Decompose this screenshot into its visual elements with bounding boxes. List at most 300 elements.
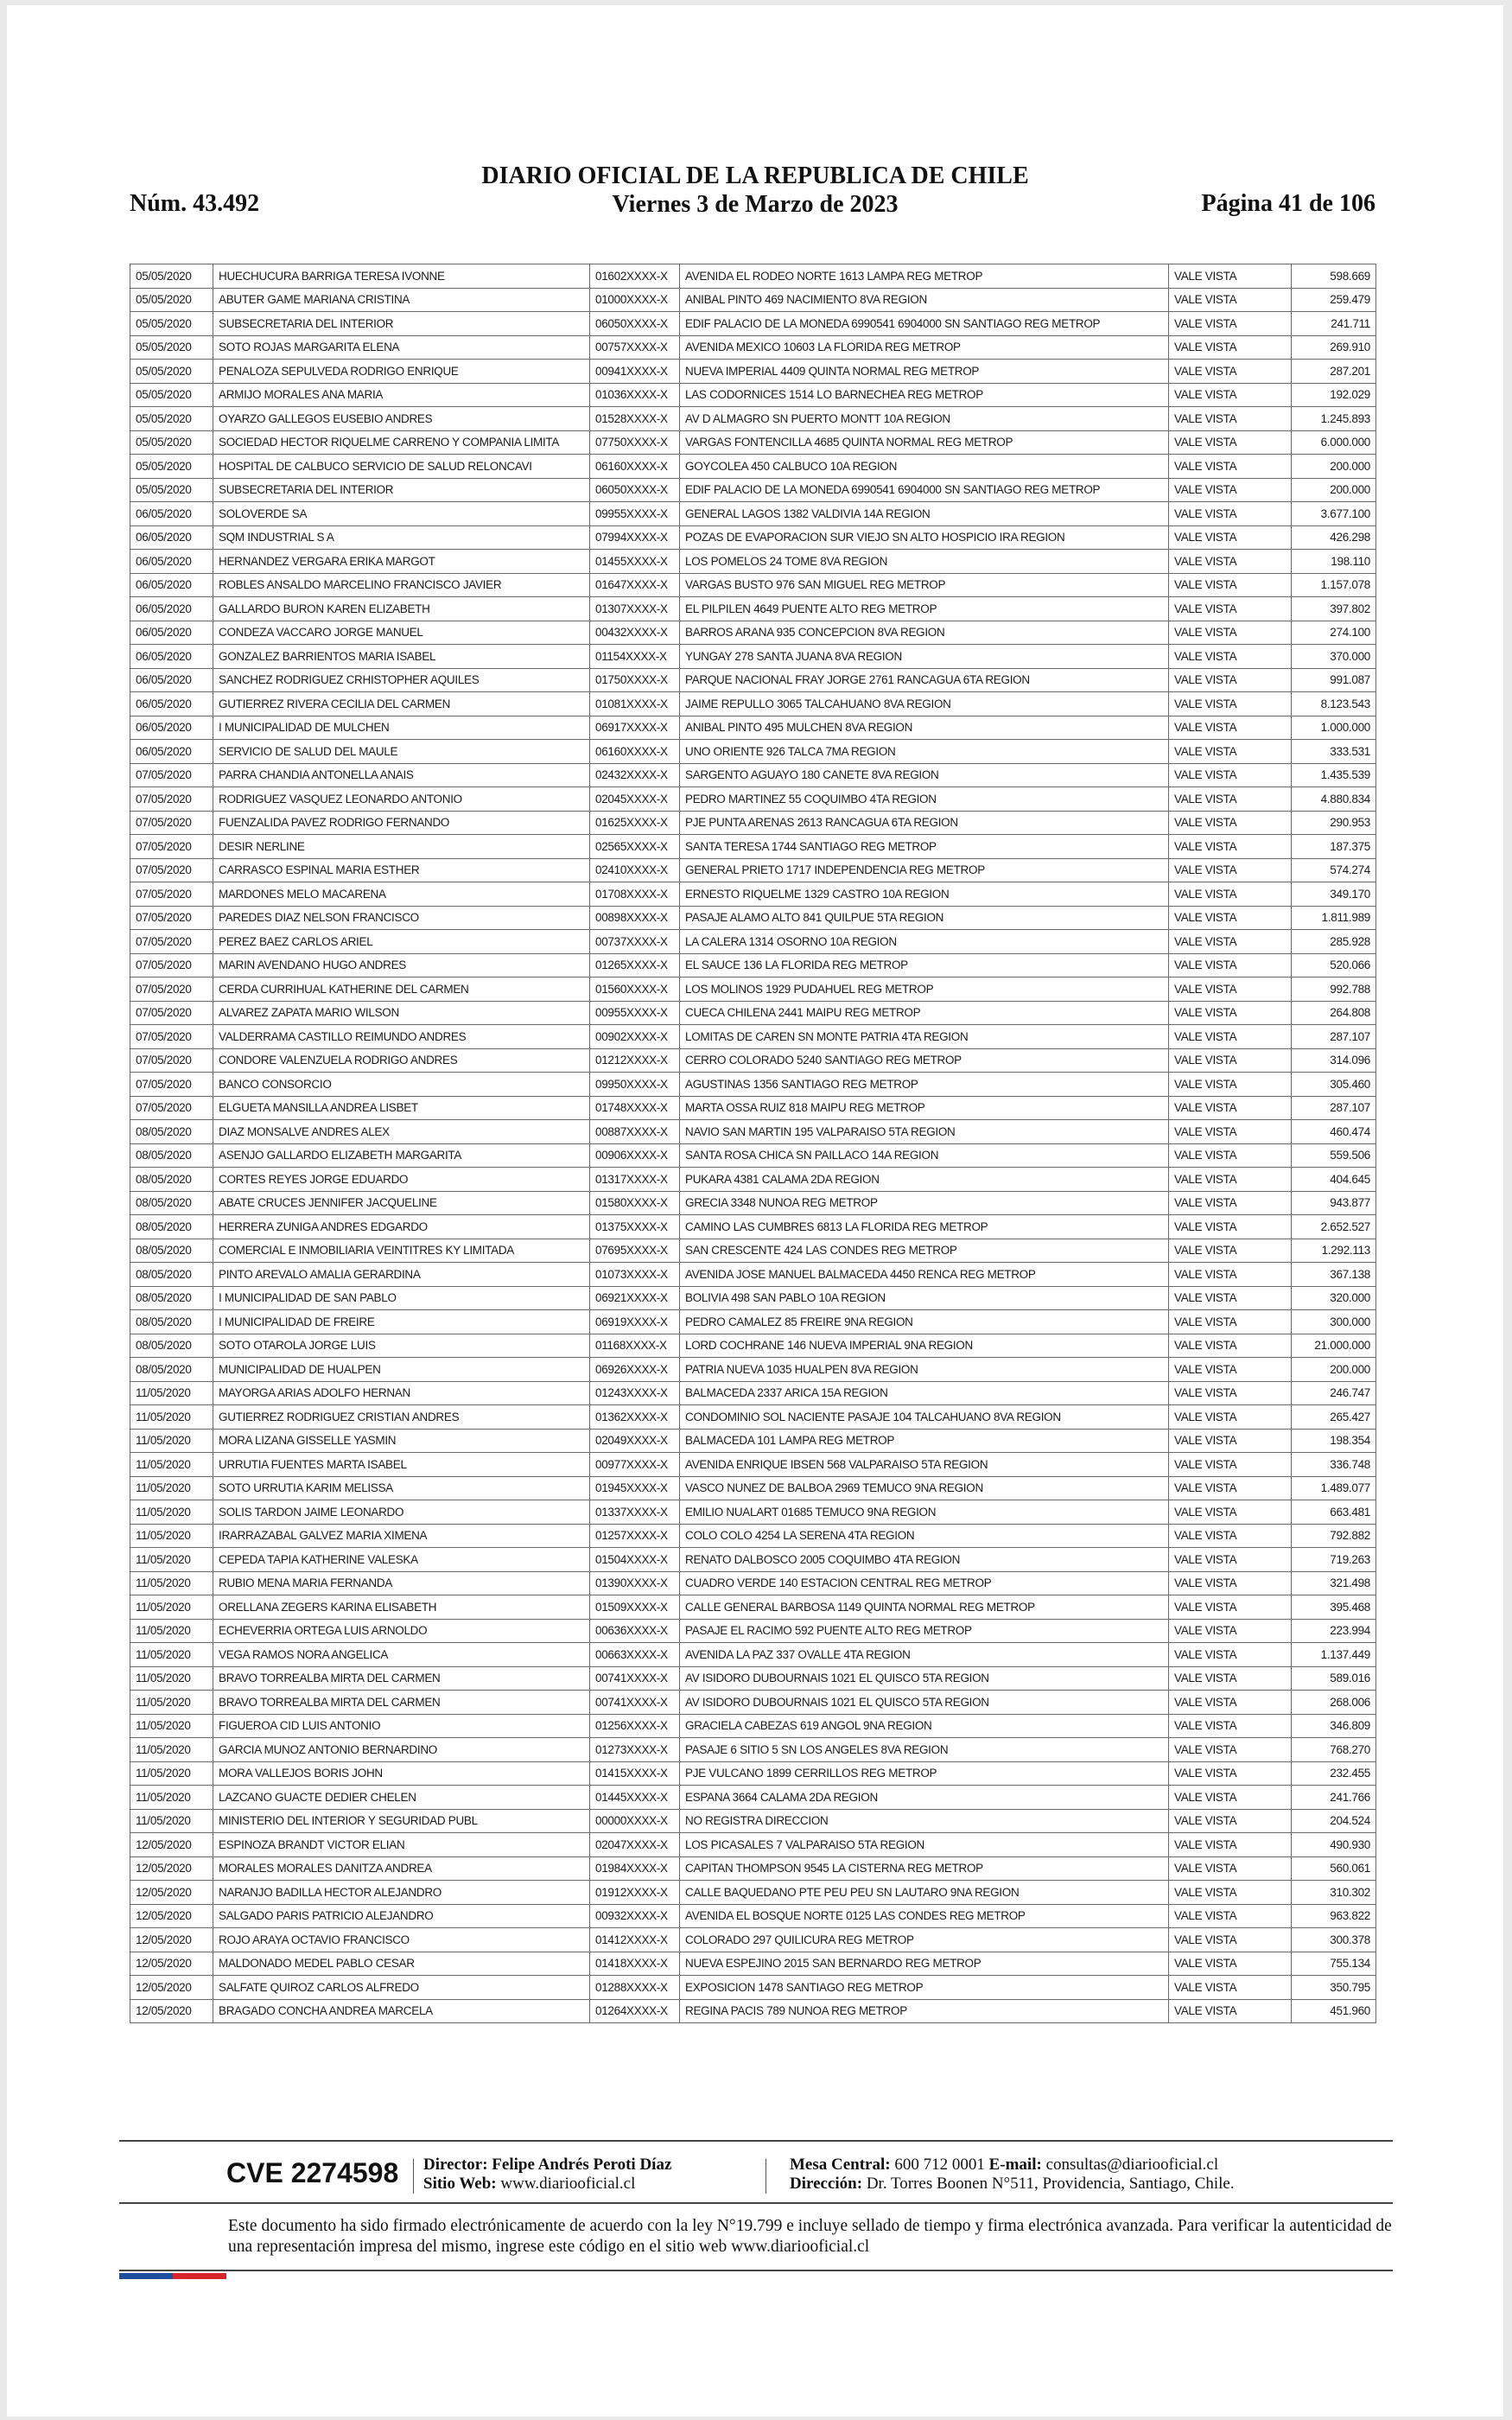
name-cell: ECHEVERRIA ORTEGA LUIS ARNOLDO xyxy=(213,1619,590,1643)
address-cell: GOYCOLEA 450 CALBUCO 10A REGION xyxy=(680,455,1169,479)
payment-type-cell: VALE VISTA xyxy=(1169,621,1292,645)
name-cell: HERNANDEZ VERGARA ERIKA MARGOT xyxy=(213,550,590,574)
table-row xyxy=(130,1073,1376,1097)
amount-cell: 598.669 xyxy=(1292,264,1376,289)
table-row xyxy=(130,621,1376,645)
amount-cell: 200.000 xyxy=(1292,1358,1376,1382)
amount-cell: 290.953 xyxy=(1292,811,1376,835)
payment-type-cell: VALE VISTA xyxy=(1169,597,1292,621)
date-cell: 05/05/2020 xyxy=(130,264,213,289)
date-cell: 07/05/2020 xyxy=(130,1001,213,1025)
address-cell: LORD COCHRANE 146 NUEVA IMPERIAL 9NA REGION xyxy=(680,1334,1169,1358)
payment-type-cell: VALE VISTA xyxy=(1169,1001,1292,1025)
rut-cell: 01509XXXX-X xyxy=(590,1595,680,1620)
payment-type-cell: VALE VISTA xyxy=(1169,740,1292,764)
payment-type-cell: VALE VISTA xyxy=(1169,953,1292,978)
table-row xyxy=(130,811,1376,835)
amount-cell: 333.531 xyxy=(1292,740,1376,764)
name-cell: SOTO ROJAS MARGARITA ELENA xyxy=(213,335,590,360)
date-cell: 06/05/2020 xyxy=(130,525,213,550)
date-cell: 07/05/2020 xyxy=(130,858,213,882)
amount-cell: 3.677.100 xyxy=(1292,502,1376,526)
table-row xyxy=(130,1048,1376,1073)
address-cell: RENATO DALBOSCO 2005 COQUIMBO 4TA REGION xyxy=(680,1548,1169,1572)
rut-cell: 01273XXXX-X xyxy=(590,1738,680,1762)
table-row xyxy=(130,550,1376,574)
footer-info-row xyxy=(119,2142,1393,2202)
table-row xyxy=(130,1904,1376,1928)
name-cell: SUBSECRETARIA DEL INTERIOR xyxy=(213,478,590,502)
rut-cell: 09955XXXX-X xyxy=(590,502,680,526)
name-cell: BRAVO TORREALBA MIRTA DEL CARMEN xyxy=(213,1691,590,1715)
date-cell: 05/05/2020 xyxy=(130,407,213,431)
amount-cell: 397.802 xyxy=(1292,597,1376,621)
date-cell: 05/05/2020 xyxy=(130,360,213,384)
name-cell: GALLARDO BURON KAREN ELIZABETH xyxy=(213,597,590,621)
address-cell: REGINA PACIS 789 NUNOA REG METROP xyxy=(680,1999,1169,2023)
address-cell: EDIF PALACIO DE LA MONEDA 6990541 6904000 SN SANTIAGO REG METROP xyxy=(680,478,1169,502)
address-cell: AV ISIDORO DUBOURNAIS 1021 EL QUISCO 5TA REGION xyxy=(680,1666,1169,1691)
newspaper-title: DIARIO OFICIAL DE LA REPUBLICA DE CHILE xyxy=(481,162,1029,189)
issue-date: Viernes 3 de Marzo de 2023 xyxy=(612,191,899,218)
name-cell: GARCIA MUNOZ ANTONIO BERNARDINO xyxy=(213,1738,590,1762)
date-cell: 08/05/2020 xyxy=(130,1143,213,1168)
rut-cell: 01264XXXX-X xyxy=(590,1999,680,2023)
name-cell: GUTIERREZ RODRIGUEZ CRISTIAN ANDRES xyxy=(213,1405,590,1430)
payment-type-cell: VALE VISTA xyxy=(1169,1595,1292,1620)
date-cell: 11/05/2020 xyxy=(130,1714,213,1738)
amount-cell: 259.479 xyxy=(1292,288,1376,312)
rut-cell: 02047XXXX-X xyxy=(590,1833,680,1857)
amount-cell: 768.270 xyxy=(1292,1738,1376,1762)
name-cell: ROBLES ANSALDO MARCELINO FRANCISCO JAVIER xyxy=(213,573,590,597)
amount-cell: 6.000.000 xyxy=(1292,430,1376,455)
date-cell: 07/05/2020 xyxy=(130,835,213,859)
address-cell: CALLE GENERAL BARBOSA 1149 QUINTA NORMAL REG METROP xyxy=(680,1595,1169,1620)
rut-cell: 07695XXXX-X xyxy=(590,1239,680,1263)
address-cell: YUNGAY 278 SANTA JUANA 8VA REGION xyxy=(680,645,1169,669)
payment-type-cell: VALE VISTA xyxy=(1169,645,1292,669)
address-cell: ANIBAL PINTO 469 NACIMIENTO 8VA REGION xyxy=(680,288,1169,312)
amount-cell: 574.274 xyxy=(1292,858,1376,882)
address-cell: AV D ALMAGRO SN PUERTO MONTT 10A REGION xyxy=(680,407,1169,431)
amount-cell: 346.809 xyxy=(1292,1714,1376,1738)
payments-table xyxy=(130,264,1376,2023)
address-cell: PJE VULCANO 1899 CERRILLOS REG METROP xyxy=(680,1761,1169,1786)
date-cell: 12/05/2020 xyxy=(130,1952,213,1976)
payment-type-cell: VALE VISTA xyxy=(1169,668,1292,692)
amount-cell: 4.880.834 xyxy=(1292,787,1376,812)
table-row xyxy=(130,1334,1376,1358)
rut-cell: 06050XXXX-X xyxy=(590,478,680,502)
rut-cell: 01708XXXX-X xyxy=(590,882,680,907)
name-cell: RODRIGUEZ VASQUEZ LEONARDO ANTONIO xyxy=(213,787,590,812)
table-row xyxy=(130,1666,1376,1691)
payment-type-cell: VALE VISTA xyxy=(1169,455,1292,479)
amount-cell: 264.808 xyxy=(1292,1001,1376,1025)
rut-cell: 01081XXXX-X xyxy=(590,692,680,716)
address-cell: COLORADO 297 QUILICURA REG METROP xyxy=(680,1928,1169,1952)
payment-type-cell: VALE VISTA xyxy=(1169,1334,1292,1358)
payment-type-cell: VALE VISTA xyxy=(1169,1310,1292,1334)
address-cell: VASCO NUNEZ DE BALBOA 2969 TEMUCO 9NA REGION xyxy=(680,1476,1169,1500)
date-cell: 11/05/2020 xyxy=(130,1405,213,1430)
payment-type-cell: VALE VISTA xyxy=(1169,1381,1292,1405)
payment-type-cell: VALE VISTA xyxy=(1169,692,1292,716)
date-cell: 08/05/2020 xyxy=(130,1286,213,1310)
address-cell: CALLE BAQUEDANO PTE PEU PEU SN LAUTARO 9NA REGION xyxy=(680,1881,1169,1905)
date-cell: 11/05/2020 xyxy=(130,1524,213,1548)
table-row xyxy=(130,1143,1376,1168)
payment-type-cell: VALE VISTA xyxy=(1169,1691,1292,1715)
date-cell: 05/05/2020 xyxy=(130,383,213,407)
name-cell: MORA VALLEJOS BORIS JOHN xyxy=(213,1761,590,1786)
address-cell: NO REGISTRA DIRECCION xyxy=(680,1809,1169,1833)
payment-type-cell: VALE VISTA xyxy=(1169,1405,1292,1430)
footer-bottom-rule xyxy=(119,2270,1393,2271)
payment-type-cell: VALE VISTA xyxy=(1169,335,1292,360)
name-cell: SALGADO PARIS PATRICIO ALEJANDRO xyxy=(213,1904,590,1928)
table-row xyxy=(130,312,1376,336)
name-cell: ASENJO GALLARDO ELIZABETH MARGARITA xyxy=(213,1143,590,1168)
date-cell: 08/05/2020 xyxy=(130,1120,213,1144)
date-cell: 11/05/2020 xyxy=(130,1809,213,1833)
address-cell: LOMITAS DE CAREN SN MONTE PATRIA 4TA REGION xyxy=(680,1025,1169,1049)
date-cell: 07/05/2020 xyxy=(130,1025,213,1049)
name-cell: ARMIJO MORALES ANA MARIA xyxy=(213,383,590,407)
name-cell: CARRASCO ESPINAL MARIA ESTHER xyxy=(213,858,590,882)
amount-cell: 1.157.078 xyxy=(1292,573,1376,597)
name-cell: ROJO ARAYA OCTAVIO FRANCISCO xyxy=(213,1928,590,1952)
table-row xyxy=(130,1571,1376,1595)
rut-cell: 01288XXXX-X xyxy=(590,1976,680,2000)
address-cell: GENERAL LAGOS 1382 VALDIVIA 14A REGION xyxy=(680,502,1169,526)
amount-cell: 8.123.543 xyxy=(1292,692,1376,716)
address-cell: PASAJE EL RACIMO 592 PUENTE ALTO REG METROP xyxy=(680,1619,1169,1643)
date-cell: 05/05/2020 xyxy=(130,455,213,479)
payment-type-cell: VALE VISTA xyxy=(1169,1738,1292,1762)
table-row xyxy=(130,1025,1376,1049)
address-cell: COLO COLO 4254 LA SERENA 4TA REGION xyxy=(680,1524,1169,1548)
name-cell: IRARRAZABAL GALVEZ MARIA XIMENA xyxy=(213,1524,590,1548)
table-row xyxy=(130,1548,1376,1572)
table-row xyxy=(130,1476,1376,1500)
date-cell: 12/05/2020 xyxy=(130,1928,213,1952)
table-row xyxy=(130,1952,1376,1976)
rut-cell: 00757XXXX-X xyxy=(590,335,680,360)
address-cell: EL SAUCE 136 LA FLORIDA REG METROP xyxy=(680,953,1169,978)
name-cell: FUENZALIDA PAVEZ RODRIGO FERNANDO xyxy=(213,811,590,835)
amount-cell: 246.747 xyxy=(1292,1381,1376,1405)
address-cell: CUADRO VERDE 140 ESTACION CENTRAL REG METROP xyxy=(680,1571,1169,1595)
date-cell: 12/05/2020 xyxy=(130,1999,213,2023)
amount-cell: 460.474 xyxy=(1292,1120,1376,1144)
payment-type-cell: VALE VISTA xyxy=(1169,1073,1292,1097)
payment-type-cell: VALE VISTA xyxy=(1169,1619,1292,1643)
table-row xyxy=(130,1168,1376,1192)
website-link[interactable]: www.diariooficial.cl xyxy=(500,2175,636,2193)
payment-type-cell: VALE VISTA xyxy=(1169,1215,1292,1239)
rut-cell: 00737XXXX-X xyxy=(590,930,680,954)
name-cell: SANCHEZ RODRIGUEZ CRHISTOPHER AQUILES xyxy=(213,668,590,692)
table-row xyxy=(130,1524,1376,1548)
rut-cell: 01362XXXX-X xyxy=(590,1405,680,1430)
date-cell: 05/05/2020 xyxy=(130,478,213,502)
name-cell: DIAZ MONSALVE ANDRES ALEX xyxy=(213,1120,590,1144)
name-cell: MORALES MORALES DANITZA ANDREA xyxy=(213,1856,590,1881)
name-cell: SOCIEDAD HECTOR RIQUELME CARRENO Y COMPANIA LIMITA xyxy=(213,430,590,455)
rut-cell: 00663XXXX-X xyxy=(590,1643,680,1667)
cve-code: CVE 2274598 xyxy=(226,2157,399,2188)
amount-cell: 1.000.000 xyxy=(1292,716,1376,740)
date-cell: 06/05/2020 xyxy=(130,597,213,621)
rut-cell: 01154XXXX-X xyxy=(590,645,680,669)
date-cell: 11/05/2020 xyxy=(130,1738,213,1762)
name-cell: GUTIERREZ RIVERA CECILIA DEL CARMEN xyxy=(213,692,590,716)
payment-type-cell: VALE VISTA xyxy=(1169,573,1292,597)
payment-type-cell: VALE VISTA xyxy=(1169,502,1292,526)
date-cell: 11/05/2020 xyxy=(130,1381,213,1405)
date-cell: 06/05/2020 xyxy=(130,645,213,669)
rut-cell: 01036XXXX-X xyxy=(590,383,680,407)
date-cell: 11/05/2020 xyxy=(130,1619,213,1643)
address-cell: VARGAS FONTENCILLA 4685 QUINTA NORMAL REG METROP xyxy=(680,430,1169,455)
amount-cell: 792.882 xyxy=(1292,1524,1376,1548)
rut-cell: 00902XXXX-X xyxy=(590,1025,680,1049)
payment-type-cell: VALE VISTA xyxy=(1169,1714,1292,1738)
payment-type-cell: VALE VISTA xyxy=(1169,1904,1292,1928)
address-cell: LOS POMELOS 24 TOME 8VA REGION xyxy=(680,550,1169,574)
rut-cell: 01390XXXX-X xyxy=(590,1571,680,1595)
rut-cell: 06050XXXX-X xyxy=(590,312,680,336)
table-row xyxy=(130,1738,1376,1762)
date-cell: 05/05/2020 xyxy=(130,312,213,336)
amount-cell: 314.096 xyxy=(1292,1048,1376,1073)
amount-cell: 320.000 xyxy=(1292,1286,1376,1310)
rut-cell: 01265XXXX-X xyxy=(590,953,680,978)
payment-type-cell: VALE VISTA xyxy=(1169,1571,1292,1595)
name-cell: MUNICIPALIDAD DE HUALPEN xyxy=(213,1358,590,1382)
table-row xyxy=(130,597,1376,621)
amount-cell: 663.481 xyxy=(1292,1500,1376,1525)
name-cell: SERVICIO DE SALUD DEL MAULE xyxy=(213,740,590,764)
name-cell: ABATE CRUCES JENNIFER JACQUELINE xyxy=(213,1191,590,1215)
name-cell: CONDEZA VACCARO JORGE MANUEL xyxy=(213,621,590,645)
address-cell: AVENIDA LA PAZ 337 OVALLE 4TA REGION xyxy=(680,1643,1169,1667)
name-cell: ESPINOZA BRANDT VICTOR ELIAN xyxy=(213,1833,590,1857)
table-row xyxy=(130,1358,1376,1382)
flag-bar-blue xyxy=(119,2273,173,2279)
table-row xyxy=(130,1453,1376,1477)
rut-cell: 01912XXXX-X xyxy=(590,1881,680,1905)
name-cell: ABUTER GAME MARIANA CRISTINA xyxy=(213,288,590,312)
rut-cell: 01412XXXX-X xyxy=(590,1928,680,1952)
address-cell: PEDRO CAMALEZ 85 FREIRE 9NA REGION xyxy=(680,1310,1169,1334)
date-cell: 08/05/2020 xyxy=(130,1215,213,1239)
amount-cell: 370.000 xyxy=(1292,645,1376,669)
table-row xyxy=(130,1096,1376,1120)
name-cell: SUBSECRETARIA DEL INTERIOR xyxy=(213,312,590,336)
payment-type-cell: VALE VISTA xyxy=(1169,383,1292,407)
date-cell: 08/05/2020 xyxy=(130,1263,213,1287)
address-cell: GRACIELA CABEZAS 619 ANGOL 9NA REGION xyxy=(680,1714,1169,1738)
amount-cell: 719.263 xyxy=(1292,1548,1376,1572)
rut-cell: 00955XXXX-X xyxy=(590,1001,680,1025)
address-cell: NAVIO SAN MARTIN 195 VALPARAISO 5TA REGION xyxy=(680,1120,1169,1144)
payment-type-cell: VALE VISTA xyxy=(1169,1143,1292,1168)
name-cell: RUBIO MENA MARIA FERNANDA xyxy=(213,1571,590,1595)
date-cell: 07/05/2020 xyxy=(130,882,213,907)
table-row xyxy=(130,502,1376,526)
date-cell: 05/05/2020 xyxy=(130,288,213,312)
name-cell: MINISTERIO DEL INTERIOR Y SEGURIDAD PUBL xyxy=(213,1809,590,1833)
payment-type-cell: VALE VISTA xyxy=(1169,906,1292,930)
name-cell: HERRERA ZUNIGA ANDRES EDGARDO xyxy=(213,1215,590,1239)
amount-cell: 287.201 xyxy=(1292,360,1376,384)
date-cell: 08/05/2020 xyxy=(130,1310,213,1334)
amount-cell: 1.435.539 xyxy=(1292,763,1376,787)
payment-type-cell: VALE VISTA xyxy=(1169,1358,1292,1382)
table-row xyxy=(130,1833,1376,1857)
payment-type-cell: VALE VISTA xyxy=(1169,835,1292,859)
name-cell: COMERCIAL E INMOBILIARIA VEINTITRES KY LIMITADA xyxy=(213,1239,590,1263)
amount-cell: 287.107 xyxy=(1292,1025,1376,1049)
table-row xyxy=(130,288,1376,312)
address-cell: AVENIDA ENRIQUE IBSEN 568 VALPARAISO 5TA REGION xyxy=(680,1453,1169,1477)
amount-cell: 426.298 xyxy=(1292,525,1376,550)
email-link[interactable]: consultas@diariooficial.cl xyxy=(1045,2156,1219,2174)
address-cell: SAN CRESCENTE 424 LAS CONDES REG METROP xyxy=(680,1239,1169,1263)
address-cell: ESPANA 3664 CALAMA 2DA REGION xyxy=(680,1786,1169,1810)
payment-type-cell: VALE VISTA xyxy=(1169,525,1292,550)
address-cell: ANIBAL PINTO 495 MULCHEN 8VA REGION xyxy=(680,716,1169,740)
name-cell: MALDONADO MEDEL PABLO CESAR xyxy=(213,1952,590,1976)
table-row xyxy=(130,525,1376,550)
payment-type-cell: VALE VISTA xyxy=(1169,1476,1292,1500)
rut-cell: 01580XXXX-X xyxy=(590,1191,680,1215)
date-cell: 07/05/2020 xyxy=(130,978,213,1002)
payment-type-cell: VALE VISTA xyxy=(1169,264,1292,289)
address-text: Dr. Torres Boonen N°511, Providencia, Santiago, Chile. xyxy=(866,2175,1235,2193)
amount-cell: 223.994 xyxy=(1292,1619,1376,1643)
rut-cell: 01528XXXX-X xyxy=(590,407,680,431)
name-cell: CORTES REYES JORGE EDUARDO xyxy=(213,1168,590,1192)
amount-cell: 198.354 xyxy=(1292,1429,1376,1453)
address-cell: ERNESTO RIQUELME 1329 CASTRO 10A REGION xyxy=(680,882,1169,907)
date-cell: 07/05/2020 xyxy=(130,1048,213,1073)
address-cell: UNO ORIENTE 926 TALCA 7MA REGION xyxy=(680,740,1169,764)
address-cell: CERRO COLORADO 5240 SANTIAGO REG METROP xyxy=(680,1048,1169,1073)
payment-type-cell: VALE VISTA xyxy=(1169,1120,1292,1144)
rut-cell: 02432XXXX-X xyxy=(590,763,680,787)
amount-cell: 336.748 xyxy=(1292,1453,1376,1477)
address-cell: AVENIDA EL BOSQUE NORTE 0125 LAS CONDES REG METROP xyxy=(680,1904,1169,1928)
address-cell: PARQUE NACIONAL FRAY JORGE 2761 RANCAGUA 6TA REGION xyxy=(680,668,1169,692)
date-cell: 08/05/2020 xyxy=(130,1191,213,1215)
amount-cell: 187.375 xyxy=(1292,835,1376,859)
payment-type-cell: VALE VISTA xyxy=(1169,1025,1292,1049)
name-cell: I MUNICIPALIDAD DE FREIRE xyxy=(213,1310,590,1334)
name-cell: PENALOZA SEPULVEDA RODRIGO ENRIQUE xyxy=(213,360,590,384)
amount-cell: 992.788 xyxy=(1292,978,1376,1002)
name-cell: ELGUETA MANSILLA ANDREA LISBET xyxy=(213,1096,590,1120)
payment-type-cell: VALE VISTA xyxy=(1169,1096,1292,1120)
date-cell: 11/05/2020 xyxy=(130,1453,213,1477)
date-cell: 08/05/2020 xyxy=(130,1168,213,1192)
address-cell: CUECA CHILENA 2441 MAIPU REG METROP xyxy=(680,1001,1169,1025)
amount-cell: 268.006 xyxy=(1292,1691,1376,1715)
amount-cell: 1.489.077 xyxy=(1292,1476,1376,1500)
amount-cell: 287.107 xyxy=(1292,1096,1376,1120)
name-cell: I MUNICIPALIDAD DE SAN PABLO xyxy=(213,1286,590,1310)
amount-cell: 991.087 xyxy=(1292,668,1376,692)
rut-cell: 02049XXXX-X xyxy=(590,1429,680,1453)
date-cell: 07/05/2020 xyxy=(130,953,213,978)
rut-cell: 01337XXXX-X xyxy=(590,1500,680,1525)
rut-cell: 09950XXXX-X xyxy=(590,1073,680,1097)
address-cell: AVENIDA JOSE MANUEL BALMACEDA 4450 RENCA REG METROP xyxy=(680,1263,1169,1287)
payment-type-cell: VALE VISTA xyxy=(1169,1999,1292,2023)
date-cell: 11/05/2020 xyxy=(130,1761,213,1786)
address-cell: PUKARA 4381 CALAMA 2DA REGION xyxy=(680,1168,1169,1192)
date-cell: 11/05/2020 xyxy=(130,1571,213,1595)
rut-cell: 00977XXXX-X xyxy=(590,1453,680,1477)
table-row xyxy=(130,1405,1376,1430)
table-row xyxy=(130,1714,1376,1738)
address-cell: PATRIA NUEVA 1035 HUALPEN 8VA REGION xyxy=(680,1358,1169,1382)
page-footer xyxy=(119,2140,1393,2256)
payment-type-cell: VALE VISTA xyxy=(1169,550,1292,574)
date-cell: 06/05/2020 xyxy=(130,621,213,645)
date-cell: 11/05/2020 xyxy=(130,1500,213,1525)
amount-cell: 321.498 xyxy=(1292,1571,1376,1595)
address-cell: LAS CODORNICES 1514 LO BARNECHEA REG METROP xyxy=(680,383,1169,407)
date-cell: 12/05/2020 xyxy=(130,1976,213,2000)
name-cell: SQM INDUSTRIAL S A xyxy=(213,525,590,550)
rut-cell: 00887XXXX-X xyxy=(590,1120,680,1144)
rut-cell: 01307XXXX-X xyxy=(590,597,680,621)
amount-cell: 1.292.113 xyxy=(1292,1239,1376,1263)
name-cell: SOLIS TARDON JAIME LEONARDO xyxy=(213,1500,590,1525)
payment-type-cell: VALE VISTA xyxy=(1169,1453,1292,1477)
rut-cell: 00636XXXX-X xyxy=(590,1619,680,1643)
table-row xyxy=(130,930,1376,954)
rut-cell: 01415XXXX-X xyxy=(590,1761,680,1786)
name-cell: BRAVO TORREALBA MIRTA DEL CARMEN xyxy=(213,1666,590,1691)
rut-cell: 01945XXXX-X xyxy=(590,1476,680,1500)
amount-cell: 285.928 xyxy=(1292,930,1376,954)
rut-cell: 01212XXXX-X xyxy=(590,1048,680,1073)
email-label: E-mail: xyxy=(988,2156,1042,2174)
footer-divider xyxy=(413,2159,414,2194)
address-cell: LOS MOLINOS 1929 PUDAHUEL REG METROP xyxy=(680,978,1169,1002)
name-cell: SALFATE QUIROZ CARLOS ALFREDO xyxy=(213,1976,590,2000)
payment-type-cell: VALE VISTA xyxy=(1169,1048,1292,1073)
address-cell: EXPOSICION 1478 SANTIAGO REG METROP xyxy=(680,1976,1169,2000)
footer-contact-block xyxy=(790,2156,1235,2194)
amount-cell: 1.245.893 xyxy=(1292,407,1376,431)
address-cell: MARTA OSSA RUIZ 818 MAIPU REG METROP xyxy=(680,1096,1169,1120)
amount-cell: 559.506 xyxy=(1292,1143,1376,1168)
table-row xyxy=(130,1310,1376,1334)
name-cell: DESIR NERLINE xyxy=(213,835,590,859)
name-cell: CEPEDA TAPIA KATHERINE VALESKA xyxy=(213,1548,590,1572)
rut-cell: 00432XXXX-X xyxy=(590,621,680,645)
date-cell: 05/05/2020 xyxy=(130,335,213,360)
payment-type-cell: VALE VISTA xyxy=(1169,360,1292,384)
table-row xyxy=(130,407,1376,431)
address-cell: SARGENTO AGUAYO 180 CANETE 8VA REGION xyxy=(680,763,1169,787)
